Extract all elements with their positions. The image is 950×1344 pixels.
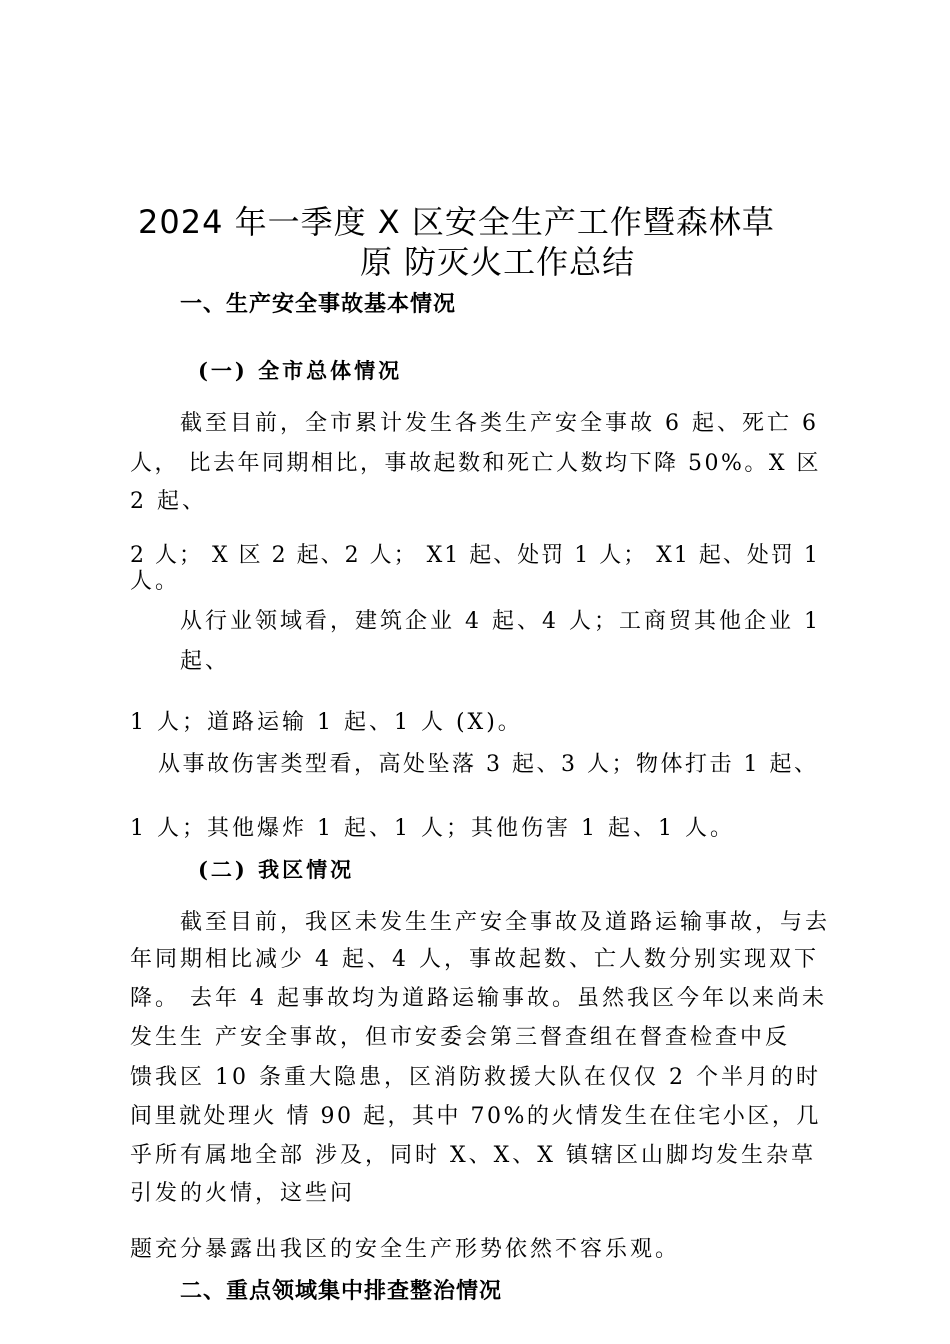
paragraph-line: 年同期相比减少 4 起、4 人，事故起数、亡人数分别实现双下 xyxy=(130,947,819,972)
paragraph-line: 1 人；道路运输 1 起、1 人 (X)。 xyxy=(130,710,523,735)
paragraph-line: 从行业领域看，建筑企业 4 起、4 人；工商贸其他企业 1 xyxy=(180,609,821,634)
paragraph-line: 截至目前，全市累计发生各类生产安全事故 6 起、死亡 6 xyxy=(180,411,819,436)
paragraph-line: 人。 xyxy=(130,569,181,594)
section-1-heading: 一、生产安全事故基本情况 xyxy=(180,292,457,317)
document-title-line-2: 原 防灭火工作总结 xyxy=(360,243,636,281)
paragraph-line: 人， 比去年同期相比，事故起数和死亡人数均下降 50%。X 区 xyxy=(130,451,822,476)
paragraph-line: 馈我区 10 条重大隐患，区消防救援大队在仅仅 2 个半月的时 xyxy=(130,1065,821,1090)
paragraph-line: 降。 去年 4 起事故均为道路运输事故。虽然我区今年以来尚未 xyxy=(130,986,827,1011)
paragraph-line: 发生生 产安全事故，但市安委会第三督查组在督查检查中反 xyxy=(130,1025,790,1050)
paragraph-line: 乎所有属地全部 涉及，同时 X、X、X 镇辖区山脚均发生杂草 xyxy=(130,1143,816,1168)
paragraph-line: 1 人；其他爆炸 1 起、1 人；其他伤害 1 起、1 人。 xyxy=(130,816,735,841)
paragraph-line: 起、 xyxy=(180,649,231,674)
paragraph-line: 间里就处理火 情 90 起，其中 70%的火情发生在住宅小区，几 xyxy=(130,1104,821,1129)
section-2-heading: 二、重点领域集中排查整治情况 xyxy=(180,1279,503,1304)
paragraph-line: 题充分暴露出我区的安全生产形势依然不容乐观。 xyxy=(130,1237,681,1262)
paragraph-line: 2 人； X 区 2 起、2 人； X1 起、处罚 1 人； X1 起、处罚 1 xyxy=(130,543,820,568)
subsection-2-heading: (二) 我区情况 xyxy=(198,857,355,882)
subsection-1-heading: (一) 全市总体情况 xyxy=(198,358,403,383)
paragraph-line: 截至目前，我区未发生生产安全事故及道路运输事故，与去 xyxy=(180,910,831,935)
paragraph-line: 引发的火情，这些问 xyxy=(130,1181,356,1206)
paragraph-line: 2 起、 xyxy=(130,489,207,514)
paragraph-line: 从事故伤害类型看，高处坠落 3 起、3 人；物体打击 1 起、 xyxy=(158,752,819,777)
document-title-line-1: 2024 年一季度 X 区安全生产工作暨森林草 xyxy=(138,203,775,241)
